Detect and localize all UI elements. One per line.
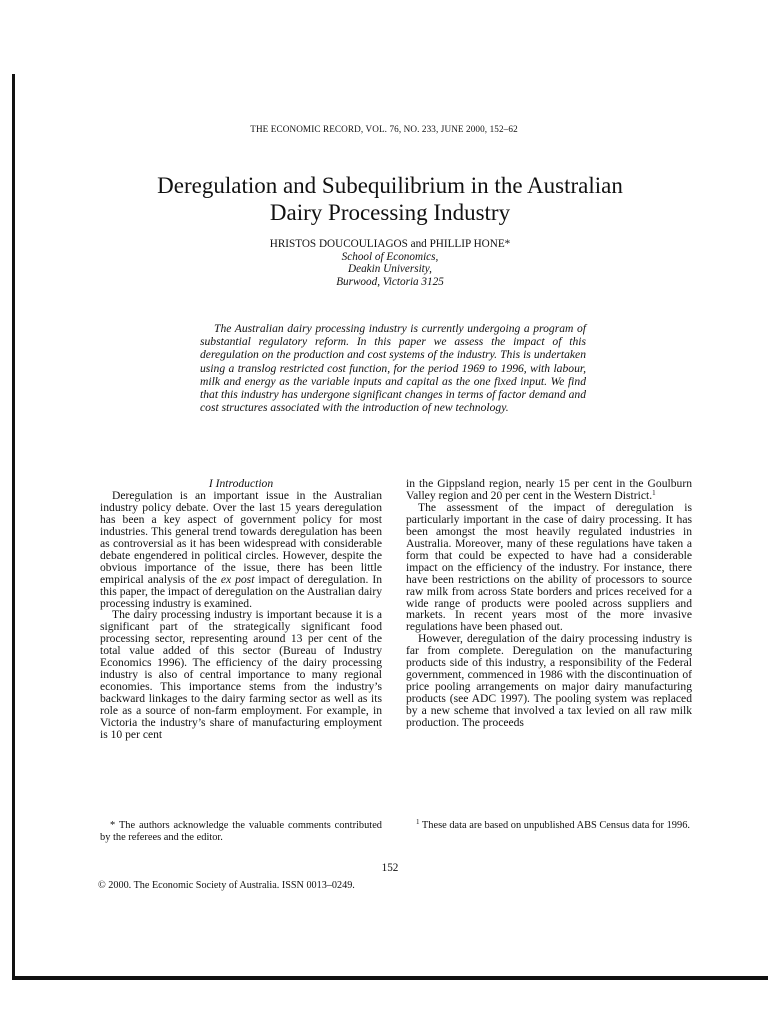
title-line-2: Dairy Processing Industry — [269, 200, 511, 225]
paragraph: The assessment of the impact of deregulation is particularly important in the case of dairy processing. It has been amongst the most heavily regulated industries in Australia. Moreover, many of these regulations have taken a form that could be expected to have had a considerable impact on the efficiency of the industry. For instance, there have been restrictions on the ability of processors to source raw milk from across State borders and prices received for a wide range of products were pooled across suppliers and markets. In recent years most of the more invasive regulations have been phased out. — [406, 500, 692, 634]
footnote-marker: 1 — [652, 488, 656, 497]
title-line-1: Deregulation and Subequilibrium in the Australian — [157, 173, 623, 198]
abstract: The Australian dairy processing industry is currently undergoing a program of substantial regulatory reform. In this paper we assess the impact of this deregulation on the production and cost systems of the industry. This is undertaken using a translog restricted cost function, for the period 1969 to 1996, with labour, milk and energy as the variable inputs and capital as the one fixed input. We find that this industry has undergone significant changes in terms of factor demand and cost structures associated with the introduction of new technology. — [200, 322, 586, 415]
paragraph — [100, 490, 382, 610]
footnote-right — [406, 820, 692, 832]
author-names: HRISTOS DOUCOULIAGOS and PHILLIP HONE* — [269, 238, 511, 250]
footnote-text: These data are based on unpublished ABS Census data for 1996. — [419, 820, 690, 831]
footnote-marker: 1 — [416, 818, 420, 826]
affiliation-line: Deakin University, — [348, 263, 432, 276]
affiliation-line: Burwood, Victoria 3125 — [336, 275, 444, 288]
left-column — [100, 478, 382, 741]
paragraph-text: in the Gippsland region, nearly 15 per cent in the Goulburn Valley region and 20 per cent in the Western District. — [406, 477, 692, 502]
right-column — [406, 478, 692, 729]
author-block — [0, 238, 768, 288]
journal-header: THE ECONOMIC RECORD, VOL. 76, NO. 233, JUNE 2000, 152–62 — [250, 124, 518, 134]
affiliation-line: School of Economics, — [341, 250, 439, 263]
emphasis-text: ex post — [220, 572, 255, 586]
paragraph: However, deregulation of the dairy processing industry is far from complete. Deregulation on the manufacturing products side of this industry, a responsibility of the Federal government, commenced in 1986 with the discontinuation of price pooling arrangements on major dairy manufacturing products (see ADC 1997). The pooling system was replaced by a new scheme that involved a tax levied on all raw milk production. The proceeds — [406, 632, 692, 730]
paragraph — [406, 478, 692, 502]
page-border-bottom — [12, 976, 768, 980]
paragraph-text: impact of deregulation. In this paper, the impact of deregulation on the Australian dairy processing industry is examined. — [100, 572, 382, 610]
footnote-left: * The authors acknowledge the valuable comments contributed by the referees and the editor. — [100, 820, 382, 843]
copyright-line: © 2000. The Economic Society of Australia. ISSN 0013–0249. — [98, 880, 355, 891]
page-number: 152 — [381, 862, 399, 874]
paragraph: The dairy processing industry is important because it is a significant part of the strategically significant food processing sector, representing around 13 per cent of the total value added of this sector (Bureau of Industry Economics 1996). The efficiency of the dairy processing industry is also of central importance to many regional economies. This importance stems from the industry’s backward linkages to the dairy farming sector as well as its role as a source of non-farm employment. For example, in Victoria the industry’s share of manufacturing employment is 10 per cent — [100, 608, 382, 742]
article-title — [0, 172, 768, 226]
section-heading: I Introduction — [208, 477, 274, 490]
paragraph-text: Deregulation is an important issue in the Australian industry policy debate. Over the last 15 years deregulation has been a key aspect of government policy for most industries. This general trend towards deregulation has been as controversial as it has been widespread with considerable debate engendered in political circles. However, despite the obvious importance of the issue, there has been little empirical analysis of the — [100, 488, 382, 586]
